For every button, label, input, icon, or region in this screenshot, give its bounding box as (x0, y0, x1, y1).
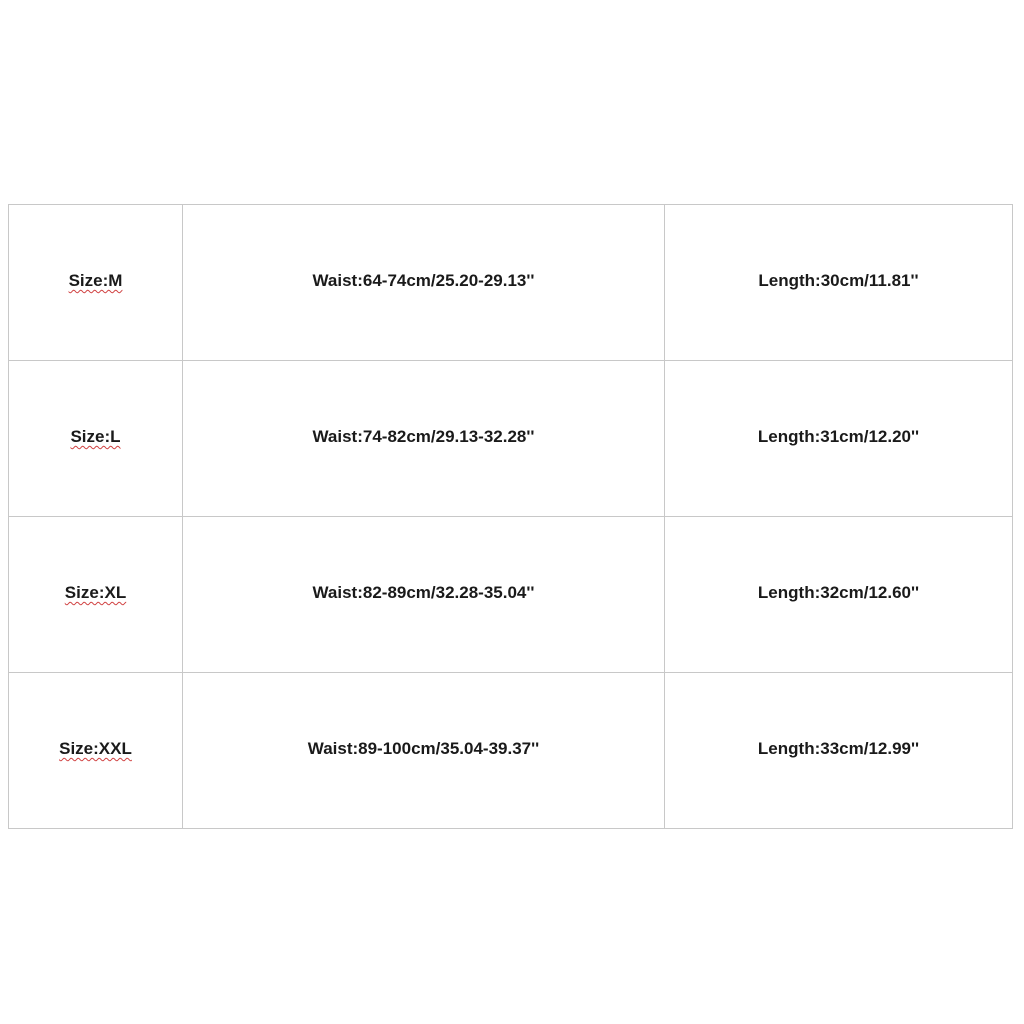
waist-cell (183, 517, 665, 673)
size-cell (9, 517, 183, 673)
size-chart-table (8, 204, 1013, 829)
size-cell (9, 673, 183, 829)
size-cell (9, 361, 183, 517)
table-row (9, 517, 1013, 673)
table-row (9, 205, 1013, 361)
waist-label: Waist:74-82cm/29.13-32.28'' (312, 427, 535, 446)
size-label: Size:L (70, 427, 121, 446)
waist-label: Waist:89-100cm/35.04-39.37'' (307, 739, 540, 758)
length-cell (665, 517, 1013, 673)
size-label: Size:XL (64, 583, 127, 602)
table-row (9, 361, 1013, 517)
size-label: Size:XXL (59, 739, 132, 758)
size-cell (9, 205, 183, 361)
table-row (9, 673, 1013, 829)
length-label: Length:33cm/12.99'' (757, 739, 920, 758)
length-label: Length:31cm/12.20'' (757, 427, 920, 446)
waist-label: Waist:82-89cm/32.28-35.04'' (312, 583, 535, 602)
waist-label: Waist:64-74cm/25.20-29.13'' (312, 271, 535, 290)
length-cell (665, 205, 1013, 361)
length-cell (665, 673, 1013, 829)
waist-cell (183, 205, 665, 361)
length-label: Length:32cm/12.60'' (757, 583, 920, 602)
waist-cell (183, 673, 665, 829)
size-label: Size:M (68, 271, 123, 290)
length-label: Length:30cm/11.81'' (758, 271, 919, 290)
waist-cell (183, 361, 665, 517)
length-cell (665, 361, 1013, 517)
